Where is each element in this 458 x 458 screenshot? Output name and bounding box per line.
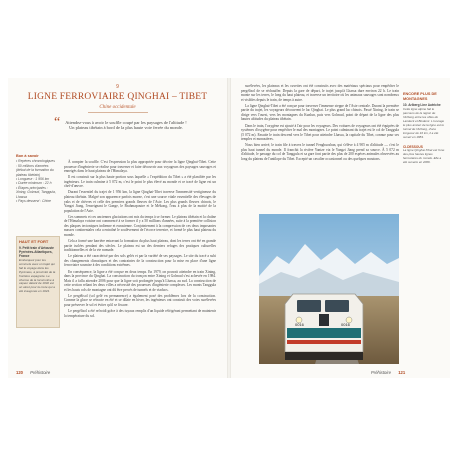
train-number-left: 0016 xyxy=(295,322,304,327)
info-heading: Bon à savoir xyxy=(16,154,39,158)
page-subtitle: Chine occidentale xyxy=(99,105,136,110)
paragraph: Ces sommets et ces anciennes glaciations ont mis du temps à se former. Le plateau tibétain et la chaîne de l'Himalaya voisine ont commencé à se former il y a 50 millions d'années, suite à la première collision des plaques tectoniques indienne et eurasienne. Conjointement à la compression de ces deux imposantes masses continentales cela a entraîné le soulèvement de l'écorce terrestre, et formé le plus haut plateau du monde. xyxy=(64,214,216,237)
sidebar-body: Cette ligne alpine fait le parcours de la région de l'Arlberg entre les villes de Landeck et Bludenz. L'ouvrage le plus ancien de la ligne est le tunnel de l'Arlberg, d'une longueur de 10 km, il a été ouvert en 1884. xyxy=(403,107,445,139)
paragraph: À compter la souffle. C'est l'expression la plus appropriée pour décrire la ligne Qinghai-Tibet. Cette prouesse d'ingénierie se réalise pour traverser et faire découvrir aux voyageurs des paysages sauvages et enneigés dans le haut plateau de l'Himalaya. xyxy=(64,160,216,174)
info-line: • Pays desservi : Chine xyxy=(16,199,51,204)
quote-mark-icon: “ xyxy=(54,115,61,130)
train-photo xyxy=(259,214,399,364)
info-line: • Durée minimum : 22 h xyxy=(16,181,52,186)
right-folio xyxy=(371,370,405,375)
page-number: 121 xyxy=(398,370,406,375)
paragraph: Cela a formé une barrière entravant la formation du plus haut plateau, dont les terres ont été en grande partie isolées pendant des siècles. Le plateau est un des derniers refuges des pratiques culturelles traditionnelles et de la vie nomade. xyxy=(64,239,216,253)
paragraph: Durant l'essentiel du trajet de 1 956 km, la ligne Qinghai-Tibet traverse l'immensité vertigineuse du plateau tibétain. Malgré son apparence parfois morne, c'est une source vitale essentielle des élevages de yaks et de chèvres et celle des premiers grands fleuves de l'Asie. Les plus grands fleuves chinois, le Yangzi Jiang, l'enseignant le Gange, le Brahmapoutre et le Mékong, l'eau à plus de la moitié de la population de l'Asie. xyxy=(64,190,216,213)
paragraph: Le plateau a été caractérisé par des sols gelés et par la variété de ses paysages. Le site du tracé a subi des changements climatiques et des contraintes de la construction pour la mise en place d'une ligne ferroviaire soumise à des conditions extrêmes. xyxy=(64,254,216,268)
sidebar-subtitle: 10. Arlberg Line Autriche xyxy=(403,103,441,108)
info-sidebar xyxy=(16,154,56,203)
page-number: 120 xyxy=(16,370,23,375)
paragraph: Il est construit sur la plus haute portion sous laquelle « l'expédition du Tibet » a été planifiée par les ingénieurs. Le train culmine à 5 072 m, c'est le point le plus élevé au monde et ce tracé de ligne est un chef-d'œuvre. xyxy=(64,175,216,189)
haut-et-fort-box xyxy=(16,236,60,328)
sidebar-title: ENCORE PLUS DE MONTAGNES xyxy=(403,92,437,101)
intro-paragraph: Attendez-vous à avoir le souffle coupé par les paysages de l'altitude ! Un plateau tibétain à bord de la plus haute voie ferrée du monde. xyxy=(65,120,187,131)
subtitle-divider xyxy=(88,112,148,113)
right-body-text xyxy=(241,84,399,163)
box-title: HAUT ET FORT xyxy=(19,239,49,244)
locomotive xyxy=(285,294,363,360)
box-body: Embarquez pour les sommets avec un trajet qui fait le voyage dans les Pyrénées, à proximité de la frontière espagnole. Le charme de la locomotive à vapeur datant de 1932 est un atout pour la route qui a été inaugurée en 1924. xyxy=(19,258,56,294)
running-head: Préhistoire xyxy=(371,370,392,375)
paragraph: Dans le train, l'oxygène est ajouté à l'air pour les voyageurs. Des voitures de voyageurs ont été équipées de systèmes d'oxygène pour empêcher le mal des montagnes. Le point culminant du trajet est le col de Tanggula (5 072 m). Ensuite le train descend vers le Tibet pour atteindre Lhassa, la capitale du Tibet, connue pour ses temples et monastères. xyxy=(241,123,399,142)
paragraph: En conséquence, la ligne a été conçue en deux temps. En 1979, on pouvait atteindre en train Xining, dans la province du Qinghai. La construction du tronçon entre Xining et Golmud s'est achevée en 1984. Mais il a fallu attendre 2006 pour que la ligne soit prolongée jusqu'à Lhassa, au sud. La construction de cette section reliant les deux villes a nécessité des prouesses d'ingénierie complexes. Les monts Tanggula et les hauts cols de montagne ont dû être percés de tunnels et de viaducs. xyxy=(64,269,216,292)
encore-plus-sidebar xyxy=(403,92,445,165)
info-line: • Longueur : 1 956 km xyxy=(16,177,50,182)
left-body-text xyxy=(64,160,216,320)
box-subtitle: 9. Petit train d'Artouste Pyrénées-Atlantiques, France xyxy=(19,246,54,258)
right-page xyxy=(231,78,450,378)
paragraph: Le pergélisol a été refroidi grâce à des tuyaux remplis d'un liquide réfrigérant permettant de maintenir la température du sol. xyxy=(64,309,216,318)
train-mountain-illustration xyxy=(259,214,399,364)
running-head: Préhistoire xyxy=(30,370,51,375)
page-title: LIGNE FERROVIAIRE QINGHAI – TIBET xyxy=(27,92,208,102)
paragraph: Le pergélisol (sol gelé en permanence) a également posé des problèmes lors de la construction. Comme la glace se rétracte en été et se dilate en hiver, les ingénieurs ont construit des voies surélevées pour préserver le sol et éviter qu'il se fissure. xyxy=(64,293,216,308)
caption-title: CI-DESSOUS xyxy=(403,145,423,150)
left-page xyxy=(8,78,227,378)
left-folio xyxy=(16,370,50,375)
info-line: • Étapes principales : Xining, Golmud, Tanggula, Lhassa xyxy=(16,185,56,199)
train-number-right: 0016 xyxy=(341,322,350,327)
paragraph: surélevées, les plateaux et les cuvettes ont été construits avec des matériaux spéciaux pour empêcher le pergélisol de se réchauffer. Depuis la gare de départ, le trajet jusqu'à Lhassa dure environ 22 h. Le train monte sur les terres, le long du haut plateau, et traverse un territoire où les animaux sauvages sont nombreux et visibles depuis le train, de temps à autre. xyxy=(241,84,399,102)
paragraph: Nous bien arrivé, le train file à travers le tunnel Fenghuoshan, qui s'élève à 4 905 m d'altitude — c'est le plus haut tunnel du monde. Il franchit la rivière Yantze via le Yangzi Jiang prend sa source. À 5 072 m d'altitude, le passage du col de Tanggula et sa gare font partie des plus de 200 espèces animales observées au long du plateau de l'antilope du Tibet. Excepté un cavalier occasionnel ou des quelques moutons. xyxy=(241,143,399,161)
chapter-number: 9 xyxy=(116,84,119,90)
photo-caption: La ligne Qinghai-Tibet est l'une des plus hautes lignes ferroviaires du monde. Elle a été ouverte en 2006. xyxy=(403,148,445,165)
info-line: • Repères chronologiques : 50 millions d'années (début de la formation du plateau tibétain) xyxy=(16,159,55,177)
paragraph: La ligne Qinghai-Tibet a été conçue pour traverser l'immense steppe de l'Asie centrale. Durant la première partie du trajet, les voyageurs découvrent le lac Qinghai. Le plus grand lac chinois. Passé Xining, le train se dirige vers l'ouest, vers les montagnes du Kunlun, puis vers Golmud, point de départ de la ligne des plus hautes altitudes du plateau tibétain. xyxy=(241,103,399,122)
